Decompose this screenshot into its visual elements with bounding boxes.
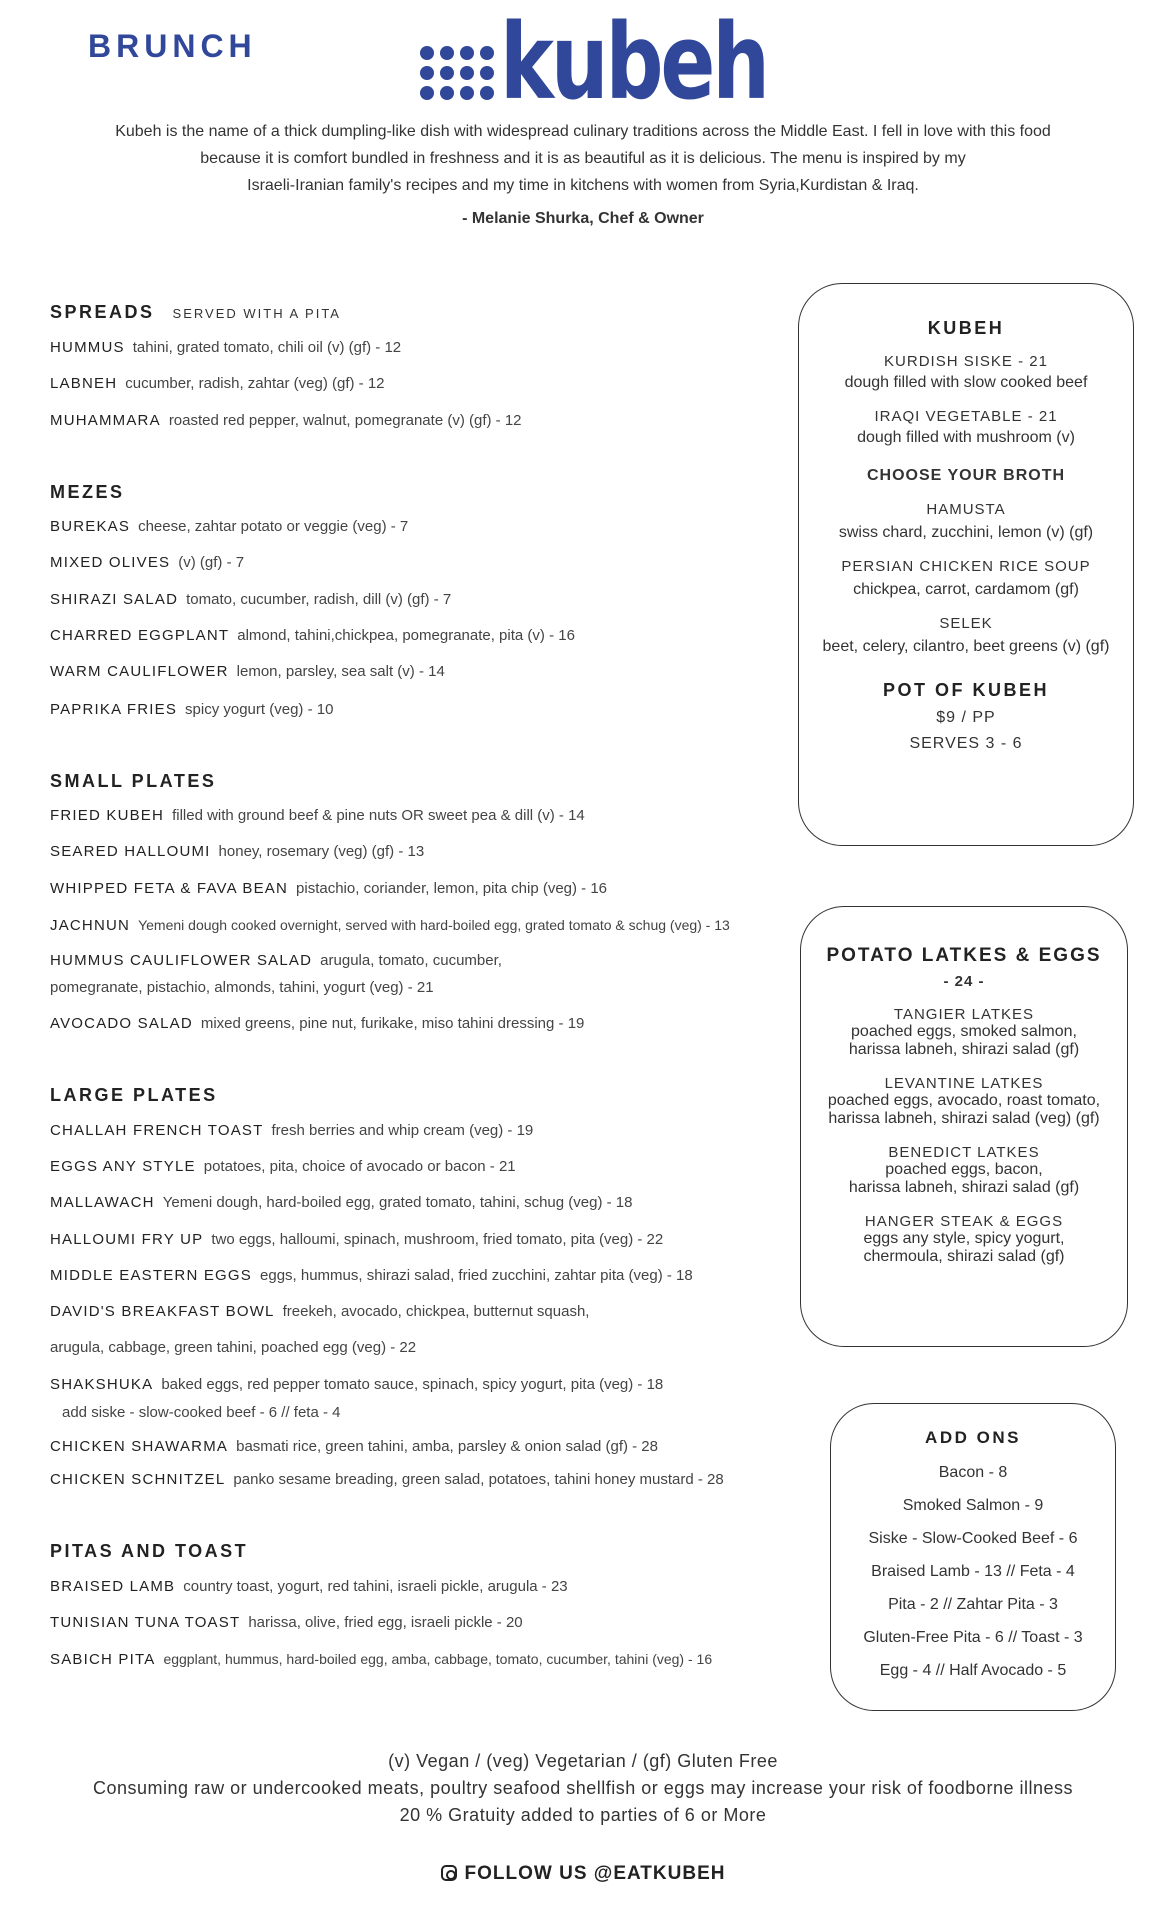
item-desc: filled with ground beef & pine nuts OR sweet pea & dill (v) - 14 xyxy=(172,807,585,824)
menu-item xyxy=(50,950,502,972)
latkes-desc: harissa labneh, shirazi salad (gf) xyxy=(848,1041,1080,1058)
item-name: SABICH PITA xyxy=(50,1651,156,1668)
chef-signature: - Melanie Shurka, Chef & Owner xyxy=(462,210,704,227)
latkes-desc: harissa labneh, shirazi salad (gf) xyxy=(848,1179,1080,1196)
kubeh-box xyxy=(798,283,1134,846)
item-name: DAVID'S BREAKFAST BOWL xyxy=(50,1303,275,1320)
item-name: MALLAWACH xyxy=(50,1194,155,1211)
item-name: SHIRAZI SALAD xyxy=(50,591,179,608)
menu-item xyxy=(50,1265,693,1287)
menu-item xyxy=(50,1229,663,1251)
item-name: SHAKSHUKA xyxy=(50,1376,154,1393)
add-on-item: Egg - 4 // Half Avocado - 5 xyxy=(879,1662,1067,1679)
item-desc: Yemeni dough, hard-boiled egg, grated tomato, tahini, schug (veg) - 18 xyxy=(162,1194,633,1211)
logo-dots xyxy=(420,46,494,100)
item-desc: mixed greens, pine nut, furikake, miso tahini dressing - 19 xyxy=(200,1015,585,1032)
menu-item xyxy=(50,661,445,683)
item-desc: pistachio, coriander, lemon, pita chip (veg) - 16 xyxy=(296,880,608,897)
section-title-spreads xyxy=(50,302,341,323)
latkes-desc: poached eggs, avocado, roast tomato, xyxy=(827,1092,1101,1109)
pot-of-kubeh-title: POT OF KUBEH xyxy=(882,680,1049,700)
item-desc: basmati rice, green tahini, amba, parsley & onion salad (gf) - 28 xyxy=(236,1438,658,1455)
broth-name: SELEK xyxy=(939,615,993,632)
latkes-name: LEVANTINE LATKES xyxy=(884,1075,1044,1092)
menu-item xyxy=(50,1301,589,1323)
item-name: PAPRIKA FRIES xyxy=(50,701,178,718)
broth-heading: CHOOSE YOUR BROTH xyxy=(866,467,1066,484)
item-desc: roasted red pepper, walnut, pomegranate (v) (gf) - 12 xyxy=(168,412,522,429)
item-name: FRIED KUBEH xyxy=(50,807,165,824)
item-name: MUHAMMARA xyxy=(50,412,161,429)
item-desc: lemon, parsley, sea salt (v) - 14 xyxy=(236,663,445,680)
section-subtitle: SERVED WITH A PITA xyxy=(172,306,341,321)
broth-desc: beet, celery, cilantro, beet greens (v) (gf) xyxy=(822,638,1110,655)
section-title-mezes: MEZES xyxy=(50,482,125,502)
social-follow[interactable] xyxy=(0,1863,1166,1885)
latkes-desc: chermoula, shirazi salad (gf) xyxy=(863,1248,1065,1265)
menu-item xyxy=(50,1013,584,1035)
add-ons-box xyxy=(830,1403,1116,1711)
kubeh-desc: dough filled with mushroom (v) xyxy=(857,429,1075,446)
add-on-item: Bacon - 8 xyxy=(938,1464,1008,1481)
item-name: WHIPPED FETA & FAVA BEAN xyxy=(50,880,289,897)
item-name: HALLOUMI FRY UP xyxy=(50,1231,204,1248)
item-desc: panko sesame breading, green salad, potatoes, tahini honey mustard - 28 xyxy=(233,1471,724,1488)
menu-item xyxy=(50,589,451,611)
latkes-price: - 24 - xyxy=(943,973,985,990)
section-title-pitas-and-toast: PITAS AND TOAST xyxy=(50,1541,249,1561)
kubeh-box-title: KUBEH xyxy=(927,318,1005,338)
menu-item xyxy=(50,805,585,827)
add-on-item: Smoked Salmon - 9 xyxy=(902,1497,1044,1514)
latkes-desc: harissa labneh, shirazi salad (veg) (gf) xyxy=(828,1110,1100,1127)
menu-item xyxy=(50,841,424,863)
item-name: CHICKEN SCHNITZEL xyxy=(50,1471,226,1488)
item-name: CHICKEN SHAWARMA xyxy=(50,1438,229,1455)
item-desc: almond, tahini,chickpea, pomegranate, pita (v) - 16 xyxy=(237,627,575,644)
broth-name: HAMUSTA xyxy=(926,501,1006,518)
item-desc: two eggs, halloumi, spinach, mushroom, fried tomato, pita (veg) - 22 xyxy=(211,1231,664,1248)
latkes-name: HANGER STEAK & EGGS xyxy=(864,1213,1064,1230)
item-desc: Yemeni dough cooked overnight, served with hard-boiled egg, grated tomato & schug (veg) - 13 xyxy=(138,917,730,933)
menu-item xyxy=(50,410,522,432)
menu-item xyxy=(50,1436,658,1458)
intro-line: because it is comfort bundled in freshness and it is as beautiful as it is delicious. The menu is inspired by my xyxy=(200,150,966,167)
latkes-box-title: POTATO LATKES & EGGS xyxy=(826,945,1102,966)
item-name: JACHNUN xyxy=(50,917,131,934)
item-desc-continued: pomegranate, pistachio, almonds, tahini, yogurt (veg) - 21 xyxy=(50,979,434,996)
broth-name: PERSIAN CHICKEN RICE SOUP xyxy=(841,558,1091,575)
menu-item xyxy=(50,699,333,721)
logo-wordmark: kubeh xyxy=(500,1,767,123)
broth-desc: chickpea, carrot, cardamom (gf) xyxy=(853,581,1079,598)
menu-item xyxy=(50,1612,523,1634)
item-name: MIDDLE EASTERN EGGS xyxy=(50,1267,253,1284)
kubeh-name: IRAQI VEGETABLE - 21 xyxy=(874,408,1058,425)
pot-serves: SERVES 3 - 6 xyxy=(909,735,1023,752)
dietary-legend: (v) Vegan / (veg) Vegetarian / (gf) Gluten Free xyxy=(388,1751,778,1771)
latkes-item xyxy=(801,1144,1127,1197)
section-title-small-plates: SMALL PLATES xyxy=(50,771,217,791)
latkes-item xyxy=(801,1075,1127,1128)
item-name: HUMMUS xyxy=(50,339,125,356)
item-desc: cheese, zahtar potato or veggie (veg) - 7 xyxy=(138,518,409,535)
latkes-name: BENEDICT LATKES xyxy=(888,1144,1040,1161)
add-on-item: Pita - 2 // Zahtar Pita - 3 xyxy=(888,1596,1058,1613)
latkes-desc: poached eggs, smoked salmon, xyxy=(851,1023,1077,1040)
item-desc-continued: arugula, cabbage, green tahini, poached egg (veg) - 22 xyxy=(50,1339,417,1356)
kubeh-name: KURDISH SISKE - 21 xyxy=(884,353,1048,370)
item-desc: potatoes, pita, choice of avocado or bacon - 21 xyxy=(203,1158,516,1175)
kubeh-logo xyxy=(420,1,842,123)
latkes-name: TANGIER LATKES xyxy=(893,1006,1035,1023)
item-desc: country toast, yogurt, red tahini, israeli pickle, arugula - 23 xyxy=(183,1578,568,1595)
menu-heading-brunch: BRUNCH xyxy=(88,28,257,64)
add-on-item: Gluten-Free Pita - 6 // Toast - 3 xyxy=(863,1629,1083,1646)
menu-item xyxy=(50,914,730,937)
item-name: BRAISED LAMB xyxy=(50,1578,176,1595)
add-on-item: Braised Lamb - 13 // Feta - 4 xyxy=(871,1563,1075,1580)
item-name: AVOCADO SALAD xyxy=(50,1015,193,1032)
item-addon-note: add siske - slow-cooked beef - 6 // feta - 4 xyxy=(62,1404,341,1421)
item-name: CHALLAH FRENCH TOAST xyxy=(50,1122,264,1139)
add-ons-title: ADD ONS xyxy=(925,1428,1021,1447)
item-name: HUMMUS CAULIFLOWER SALAD xyxy=(50,952,313,969)
item-desc: cucumber, radish, zahtar (veg) (gf) - 12 xyxy=(125,375,385,392)
item-desc: harissa, olive, fried egg, israeli pickle - 20 xyxy=(248,1614,523,1631)
menu-item xyxy=(50,1576,568,1598)
latkes-item xyxy=(801,1006,1127,1059)
item-desc: tomato, cucumber, radish, dill (v) (gf) - 7 xyxy=(186,591,452,608)
menu-item xyxy=(50,878,607,900)
menu-item xyxy=(50,1192,632,1214)
menu-item xyxy=(50,625,575,647)
section-title-large-plates: LARGE PLATES xyxy=(50,1085,218,1105)
follow-handle[interactable]: FOLLOW US @EATKUBEH xyxy=(464,1863,726,1884)
menu-item xyxy=(50,1469,724,1491)
instagram-icon xyxy=(441,1865,457,1881)
menu-item xyxy=(50,1648,712,1671)
item-name: WARM CAULIFLOWER xyxy=(50,663,229,680)
intro-line: Israeli-Iranian family's recipes and my time in kitchens with women from Syria,Kurdistan & Iraq. xyxy=(247,177,919,194)
item-desc: baked eggs, red pepper tomato sauce, spinach, spicy yogurt, pita (veg) - 18 xyxy=(161,1376,664,1393)
broth-desc: swiss chard, zucchini, lemon (v) (gf) xyxy=(838,524,1094,541)
add-on-item: Siske - Slow-Cooked Beef - 6 xyxy=(868,1530,1078,1547)
menu-item xyxy=(50,1374,663,1396)
section-title: SPREADS xyxy=(50,302,155,322)
menu-item xyxy=(50,1156,516,1178)
intro-line: Kubeh is the name of a thick dumpling-like dish with widespread culinary traditions across the Middle East. I fell in love with this food xyxy=(115,123,1051,140)
kubeh-desc: dough filled with slow cooked beef xyxy=(844,374,1088,391)
item-desc: (v) (gf) - 7 xyxy=(178,554,245,571)
item-name: SEARED HALLOUMI xyxy=(50,843,211,860)
item-name: TUNISIAN TUNA TOAST xyxy=(50,1614,241,1631)
menu-item xyxy=(50,516,408,538)
menu-item xyxy=(50,373,385,395)
latkes-desc: eggs any style, spicy yogurt, xyxy=(863,1230,1065,1247)
item-desc: spicy yogurt (veg) - 10 xyxy=(185,701,334,718)
item-name: LABNEH xyxy=(50,375,118,392)
item-desc: eggs, hummus, shirazi salad, fried zucchini, zahtar pita (veg) - 18 xyxy=(260,1267,693,1284)
item-desc: fresh berries and whip cream (veg) - 19 xyxy=(271,1122,534,1139)
item-desc: freekeh, avocado, chickpea, butternut squash, xyxy=(282,1303,590,1320)
item-desc: honey, rosemary (veg) (gf) - 13 xyxy=(218,843,425,860)
item-name: BUREKAS xyxy=(50,518,131,535)
latkes-desc: poached eggs, bacon, xyxy=(885,1161,1043,1178)
latkes-box xyxy=(800,906,1128,1347)
menu-item xyxy=(50,1120,533,1142)
menu-item xyxy=(50,552,244,574)
intro-text xyxy=(60,118,1106,232)
item-desc: arugula, tomato, cucumber, xyxy=(320,952,502,969)
pot-price: $9 / PP xyxy=(936,709,996,726)
footer-notes xyxy=(0,1748,1166,1829)
gratuity-note: 20 % Gratuity added to parties of 6 or More xyxy=(399,1805,767,1825)
item-desc: tahini, grated tomato, chili oil (v) (gf) - 12 xyxy=(132,339,402,356)
item-name: EGGS ANY STYLE xyxy=(50,1158,196,1175)
item-name: CHARRED EGGPLANT xyxy=(50,627,230,644)
item-desc: eggplant, hummus, hard-boiled egg, amba, cabbage, tomato, cucumber, tahini (veg) - 16 xyxy=(163,1651,713,1667)
food-safety-warning: Consuming raw or undercooked meats, poultry seafood shellfish or eggs may increase your risk of foodborne illness xyxy=(93,1778,1073,1798)
item-name: MIXED OLIVES xyxy=(50,554,171,571)
menu-item xyxy=(50,337,401,359)
latkes-item xyxy=(801,1213,1127,1266)
